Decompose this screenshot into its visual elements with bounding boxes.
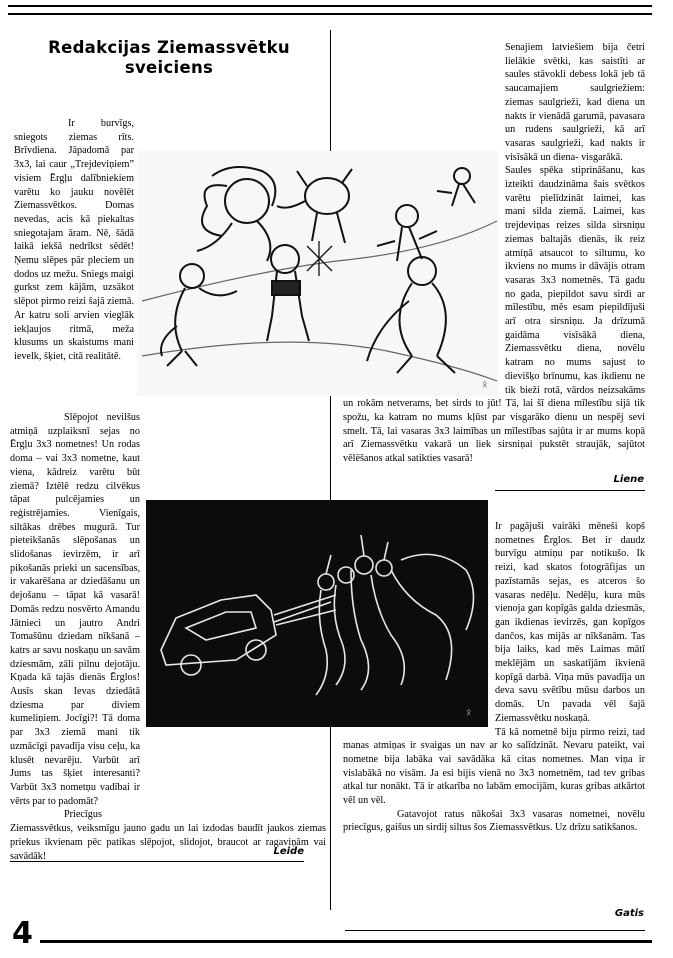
- svg-text:ᛟ: ᛟ: [466, 708, 472, 718]
- paragraph: Saules spēka stiprināšanu, kas izteikti daudzināma šais svētkos varētu pielīdzināt laimei, kas mani silda ziemā. Laimei, kas trejdeviņas reizes silda sirsniņu ziemas baltajās dienās, ik reiz atmiņā atsaucot to siltumu, ko ikviens no mums ir dāvājis otram vasaras 3x3 nometnēs. Tā gadu no gada, piepildot savu sirdi ar mīlestību, mēs esam piepildījuši arī otra sirsniņu. Ja drīzumā gaidāma visīsākā diena, Ziemassvētku diena, novēlu katram no mums sajust to dievišķo brīnumu, kas ikdienu ne tik bieži rotā, vārdos neizsakāms un rokām netverams, bet sirds to jūt! Tā, lai šī diena mīlestību sijā tik spožu, ka katram no mums kļūst par visgarāko dienu un nespēj sevi smelt. Tā, lai vasaras 3x3 laimības un mīlestības sajūta ir ar mums kopā arī Ziemassvētku vakarā un liek sirsniņai pukstēt straujāk, sajūtot vēlēšanos atkal satikties vasarā!: [343, 165, 645, 465]
- signature-leide: Leide: [273, 846, 304, 857]
- top-rule-second: [8, 13, 652, 15]
- paragraph: Slēpojot nevilšus atmiņā uzplaiksnī sejas no Ērgļu 3x3 nometnes! Un rodas doma – vai 3x3 nometne, kaut viena, kādreiz varētu būt ziemā? Iztēlē redzu cilvēkus tāpat pulcējamies un reģistrējamies. Vienīgais, siltākas drēbes mugurā. Tur pieteikšanās slēpošanas un slidošanas ievirzēm, ir arī pikošanās prieki un sacensības, ir vakarēšana ar dziedāšanu un dejošanu – tāpat kā vasarā! Domās redzu nosvērto Amandu Jātnieci un jautro Andri Tomašūnu dziedam nīkšanā – katrs ar savu noskaņu un savām dziesmām, zāli pilnu dejotāju. Kņada kā tajās dienās Ērglos! Ausīs skan Ievas dziedātā dziesma par diviem kumeliņiem. Jocīgi?! Tā doma par 3x3 ziemā mani tik uzmācīgi pavadīja visu ceļu, ka klusēt nevarēju. Varbūt arī Jums tas šķiet interesanti? Varbūt 3x3 nometņu vadībai ir vērts par to padomāt?: [10, 412, 140, 807]
- paragraph: Ir pagājuši vairāki mēneši kopš nometnes Ērglos. Bet ir daudz burvīgu atmiņu par notikušo. Ik reizi, kad skatos fotogrāfijas un pazīstamās sejas, es atceros šo vasaras nedēļu. Nedēļu, kura mūs vienoja gan kopīgās galda dziesmās, gan ikdienas ievirzēs, gan kopīgos dančos, kas mijās ar nīkšanām. Tas bija laiks, kad mēs Laimas mātī meklējām un saskatījām ikvienā kopīgā darbā. Viņa mūs pavadīja un deva savu svētību mūsu darbos un domās. Un pavada vēl šajā Ziemassvētku noskaņā.: [495, 521, 645, 724]
- paragraph: Tā kā nometnē biju pirmo reizi, tad manas atmiņas ir svaigas un nav ar ko salīdzināt. Nevaru pateikt, vai nometne bija labāka vai savādāka kā citas nometnes. Man viņa ir vislabākā no visām. Ja esi bijis vienā no 3x3 nometnēm, tad tev gribas atkal tur nonākt. Tā ir atkarība no labām emocijām, kuras gribas atkārtot vēl un vēl.: [343, 726, 645, 807]
- paragraph: Ir burvīgs, sniegots ziemas rīts. Brīvdiena. Jāpadomā par 3x3, lai caur „Trejdeviņiem” visiem Ērgļu dalībniekiem varētu ko jauku novēlēt Ziemassvētkos. Domas nevedas, acis kā piekaltas sniegotajam āram. Nē, šādā laikā iekšā nedrīkst sēdēt! Ņemu slēpes pār pleciem un dodos uz mežu. Sniegs maigi gurkst zem kājām, uzsākot slēpot pirmo reizi šajā ziemā. Ar katru soli arvien vieglāk iekļaujos ritmā, meža klusums un skaistums mani ievelk, šķiet, citā realitātē.: [14, 118, 134, 362]
- signature-gatis: Gatis: [614, 908, 644, 919]
- paragraph: Priecīgus Ziemassvētkus, veiksmīgu jauno gadu un lai izdodas baudīt jaukos ziemas priekus ikvienam pēc patikas slēpojot, slidojot, braucot ar ragaviņām vai savādāk!: [10, 809, 326, 862]
- article-title: Redakcijas Ziemassvētku sveiciens: [48, 38, 290, 77]
- car-and-figures-illustration: [146, 500, 488, 727]
- top-rule: [8, 5, 652, 7]
- bottom-rule: [40, 940, 652, 943]
- signature-rule: [10, 861, 304, 862]
- signature-liene: Liene: [613, 474, 644, 485]
- page-number: 4: [12, 916, 33, 951]
- signature-rule: [345, 930, 645, 931]
- svg-text:ᛟ: ᛟ: [482, 380, 488, 390]
- paragraph: Gatavojot ratus nākošai 3x3 vasaras nometnei, novēlu priecīgus, gaišus un sirdij siltus šos Ziemassvētkus. Uz drīzu satikšanos.: [343, 808, 645, 834]
- snowball-fight-illustration: [137, 151, 498, 396]
- paragraph: Senajiem latviešiem bija četri lielākie svētki, kas saistīti ar saules stāvokli debess lokā jeb tā saucamajiem saulgriežiem: ziemas saulgrieži, kad diena un nakts ir vienādā garumā, pavasara un rudens saulgrieži, kā arī vasaras saulgrieži, kad nakts ir visīsākā un diena- visgarākā.: [505, 42, 645, 163]
- signature-rule: [495, 490, 645, 491]
